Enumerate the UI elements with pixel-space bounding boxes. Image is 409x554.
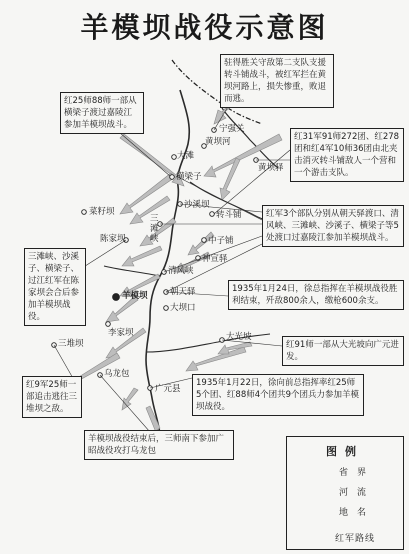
marker-zhuan-dou-pu: [210, 212, 215, 217]
place-da-guang-po: 大光坡: [226, 332, 252, 342]
leader-n8: [54, 345, 74, 380]
note-desheng-guan: 驻得胜关守敌第二支队支援转斗铺战斗，被红军拦在黄坝河路上，损失惨重，败退而逃。: [220, 54, 334, 108]
place-chao-tian-yi: 朝天驿: [170, 287, 196, 297]
note-red9-25-pursuit: 红9军25师一部追击逃往三堆坝之敌。: [22, 376, 82, 418]
note-chen-jia-ba-meeting: 三滩峡、沙溪子、横梁子、过江红军在陈家坝会合后参加羊模坝战役。: [24, 248, 86, 326]
map-legend: [286, 436, 404, 550]
place-li-jia-ba: 李家坝: [108, 328, 134, 338]
note-red25-88-crossing: 红25师88师一部从横梁子渡过嘉陵江参加羊模坝战斗。: [60, 92, 144, 134]
route-arrow-7: [122, 246, 162, 266]
map-title: 羊模坝战役示意图: [80, 11, 329, 44]
marker-da-ba-kou: [164, 306, 169, 311]
legend-label-route: 红军路线: [335, 534, 376, 544]
place-chen-jia-ba: 陈家坝: [100, 234, 126, 244]
legend-label-place: 地名: [339, 508, 376, 518]
note-after-battle-south: 羊模坝战役结束后，三师南下参加广昭战役攻打乌龙包: [84, 430, 234, 460]
river-tributary-west: [104, 266, 160, 276]
place-da-tan: 大滩: [177, 151, 195, 161]
place-huang-ba-yi: 黄坝驿: [258, 163, 284, 173]
route-arrow-4: [120, 173, 174, 214]
place-zhuan-dou-pu: 转斗铺: [216, 210, 242, 220]
leader-n5: [82, 240, 126, 268]
marker-cai-xuan-ba: [82, 210, 87, 215]
place-san-dui-ba: 三堆坝: [58, 339, 84, 349]
note-victory-jan24: 1935年1月24日，徐总指挥在羊模坝战役胜利结束，歼敌800余人，缴枪600余支。: [228, 280, 404, 310]
legend-label-border: 省界: [339, 468, 376, 478]
marker-zhong-zi-pu: [202, 238, 207, 243]
route-arrow-15: [186, 347, 246, 371]
place-shen-xuan-yi: 神宣驿: [202, 254, 228, 264]
place-cai-xuan-ba: 菜籽坝: [89, 207, 115, 217]
place-huang-ba-he: 黄坝河: [205, 137, 231, 147]
place-sha-xi-ba: 沙溪坝: [184, 200, 210, 210]
route-arrow-17: [122, 388, 138, 410]
marker-da-tan: [172, 155, 177, 160]
place-wu-long-bao: 乌龙包: [104, 369, 130, 379]
note-xu-jan22: 1935年1月22日，徐向前总指挥率红25师5个团、红88师4个团共9个团兵力参加羊模坝战役。: [192, 374, 364, 416]
note-zhuan-dou-pu-battle: 红31军91师272团、红278团和红4军10师36团由北夹击消灭转斗铺敌人一个营和一个游击支队。: [290, 128, 404, 182]
place-da-ba-kou: 大坝口: [170, 303, 196, 313]
place-yang-mo-ba: 羊模坝: [122, 291, 148, 301]
marker-li-jia-ba: [106, 322, 111, 327]
place-ningqiang-guan: 宁强关: [219, 124, 245, 134]
place-qing-feng-xia: 清风峡: [168, 266, 194, 276]
note-red91-da-guang-po: 红91师一部从大光坡向广元进发。: [282, 336, 404, 366]
leader-n10: [100, 375, 150, 432]
legend-label-river: 河流: [339, 488, 376, 498]
place-guang-yuan-xian: 广元县: [155, 384, 181, 394]
place-heng-liang-zi: 横梁子: [176, 172, 202, 182]
marker-heng-liang-zi: [170, 175, 175, 180]
note-five-crossings: 红军3个部队分别从朝天驿渡口、清风峡、三滩峡、沙溪子、横梁子等5处渡口过嘉陵江参加羊模坝战斗。: [262, 205, 404, 247]
jialing-river: [146, 90, 189, 434]
place-san-tan-xia: 三滩峡: [150, 214, 159, 244]
marker-yang-mo-ba: [113, 294, 120, 301]
place-zhong-zi-pu: 中子铺: [208, 236, 234, 246]
legend-title: 图例: [326, 445, 364, 458]
